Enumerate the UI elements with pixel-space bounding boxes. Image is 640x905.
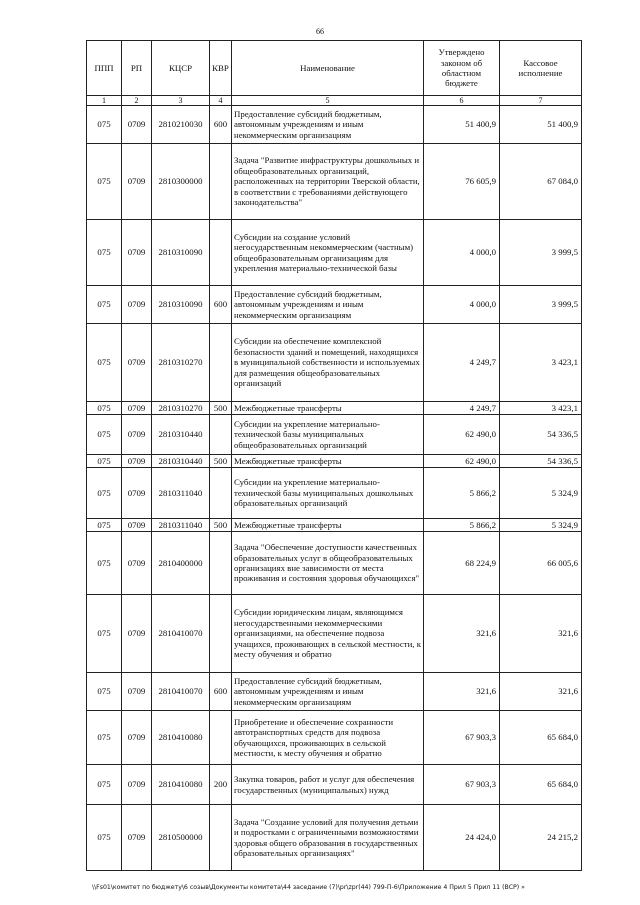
col-index: 7 xyxy=(500,96,582,106)
table-row xyxy=(87,765,582,805)
cell-kvr xyxy=(210,220,232,286)
cell-kvr: 600 xyxy=(210,286,232,324)
cell-rp: 0709 xyxy=(122,220,152,286)
cell-kvr: 600 xyxy=(210,673,232,711)
table-row xyxy=(87,595,582,673)
cell-approved: 67 903,3 xyxy=(424,765,500,805)
cell-executed: 3 423,1 xyxy=(500,324,582,402)
cell-executed: 321,6 xyxy=(500,595,582,673)
cell-kvr: 200 xyxy=(210,765,232,805)
cell-kcsr: 2810310270 xyxy=(152,402,210,415)
table-row xyxy=(87,455,582,468)
cell-ppp: 075 xyxy=(87,673,122,711)
cell-name: Субсидии на укрепление материально-технической базы муниципальных дошкольных образовательных организаций xyxy=(232,468,424,519)
cell-rp: 0709 xyxy=(122,468,152,519)
cell-rp: 0709 xyxy=(122,765,152,805)
cell-approved: 4 000,0 xyxy=(424,220,500,286)
cell-name: Предоставление субсидий бюджетным, автономным учреждениям и иным некоммерческим организациям xyxy=(232,106,424,144)
cell-rp: 0709 xyxy=(122,519,152,532)
cell-ppp: 075 xyxy=(87,595,122,673)
cell-approved: 5 866,2 xyxy=(424,519,500,532)
cell-kvr: 500 xyxy=(210,455,232,468)
cell-ppp: 075 xyxy=(87,286,122,324)
cell-ppp: 075 xyxy=(87,805,122,871)
table-row xyxy=(87,468,582,519)
col-header-kcsr: КЦСР xyxy=(152,41,210,96)
cell-approved: 4 249,7 xyxy=(424,402,500,415)
cell-kvr xyxy=(210,532,232,595)
cell-executed: 3 423,1 xyxy=(500,402,582,415)
cell-approved: 67 903,3 xyxy=(424,711,500,765)
cell-kvr xyxy=(210,468,232,519)
cell-ppp: 075 xyxy=(87,402,122,415)
table-row xyxy=(87,324,582,402)
table-row xyxy=(87,144,582,220)
col-header-kvr: КВР xyxy=(210,41,232,96)
cell-executed: 66 005,6 xyxy=(500,532,582,595)
cell-kcsr: 2810310440 xyxy=(152,415,210,455)
cell-kvr: 500 xyxy=(210,519,232,532)
cell-rp: 0709 xyxy=(122,673,152,711)
cell-kcsr: 2810300000 xyxy=(152,144,210,220)
cell-name: Предоставление субсидий бюджетным, автономным учреждениям и иным некоммерческим организациям xyxy=(232,286,424,324)
col-index: 5 xyxy=(232,96,424,106)
col-index: 4 xyxy=(210,96,232,106)
table-row xyxy=(87,673,582,711)
cell-kvr xyxy=(210,805,232,871)
cell-approved: 76 605,9 xyxy=(424,144,500,220)
cell-ppp: 075 xyxy=(87,324,122,402)
cell-name: Межбюджетные трансферты xyxy=(232,402,424,415)
header-row xyxy=(87,41,582,96)
cell-rp: 0709 xyxy=(122,286,152,324)
cell-executed: 54 336,5 xyxy=(500,455,582,468)
cell-kcsr: 2810500000 xyxy=(152,805,210,871)
table-row xyxy=(87,519,582,532)
cell-approved: 62 490,0 xyxy=(424,455,500,468)
cell-executed: 5 324,9 xyxy=(500,519,582,532)
cell-kcsr: 2810410080 xyxy=(152,711,210,765)
cell-rp: 0709 xyxy=(122,402,152,415)
cell-name: Задача "Обеспечение доступности качественных образовательных услуг в общеобразовательных организациях вне зависимости от места проживания и состояния здоровья обучающихся" xyxy=(232,532,424,595)
cell-name: Межбюджетные трансферты xyxy=(232,519,424,532)
cell-name: Субсидии на укрепление материально-технической базы муниципальных общеобразовательных организаций xyxy=(232,415,424,455)
table-row xyxy=(87,805,582,871)
cell-approved: 4 000,0 xyxy=(424,286,500,324)
cell-name: Задача "Создание условий для получения детьми и подростками с ограниченными возможностями здоровья общего образования в государственных образовательных организациях" xyxy=(232,805,424,871)
cell-executed: 51 400,9 xyxy=(500,106,582,144)
cell-ppp: 075 xyxy=(87,455,122,468)
cell-rp: 0709 xyxy=(122,595,152,673)
cell-ppp: 075 xyxy=(87,532,122,595)
cell-kcsr: 2810310440 xyxy=(152,455,210,468)
cell-rp: 0709 xyxy=(122,144,152,220)
cell-name: Субсидии на создание условий негосударственным некоммерческим (частным) общеобразовательным организациям для укрепления материально-технической базы xyxy=(232,220,424,286)
cell-executed: 321,6 xyxy=(500,673,582,711)
cell-ppp: 075 xyxy=(87,468,122,519)
cell-kvr xyxy=(210,324,232,402)
cell-kcsr: 2810410070 xyxy=(152,673,210,711)
cell-kvr: 500 xyxy=(210,402,232,415)
cell-kcsr: 2810310090 xyxy=(152,286,210,324)
cell-ppp: 075 xyxy=(87,106,122,144)
table-row xyxy=(87,220,582,286)
cell-rp: 0709 xyxy=(122,711,152,765)
col-header-executed: Кассовое исполнение xyxy=(500,41,582,96)
cell-approved: 321,6 xyxy=(424,673,500,711)
cell-executed: 3 999,5 xyxy=(500,286,582,324)
cell-approved: 4 249,7 xyxy=(424,324,500,402)
col-index: 6 xyxy=(424,96,500,106)
cell-name: Приобретение и обеспечение сохранности автотранспортных средств для подвоза обучающихся, проживающих в сельской местности, к месту обучения и обратно xyxy=(232,711,424,765)
cell-approved: 51 400,9 xyxy=(424,106,500,144)
cell-executed: 67 084,0 xyxy=(500,144,582,220)
cell-ppp: 075 xyxy=(87,711,122,765)
cell-approved: 68 224,9 xyxy=(424,532,500,595)
table-row xyxy=(87,711,582,765)
col-index: 2 xyxy=(122,96,152,106)
table-row xyxy=(87,286,582,324)
table-row xyxy=(87,402,582,415)
col-index: 3 xyxy=(152,96,210,106)
cell-name: Задача "Развитие инфраструктуры дошкольных и общеобразовательных организаций, расположенных на территории Тверской области, в соответствии с требованиями действующего законодательства" xyxy=(232,144,424,220)
cell-name: Субсидии на обеспечение комплексной безопасности зданий и помещений, находящихся в муниципальной собственности и используемых для размещения общеобразовательных организаций xyxy=(232,324,424,402)
col-header-approved: Утверждено законом об областном бюджете xyxy=(424,41,500,96)
cell-kcsr: 2810311040 xyxy=(152,468,210,519)
cell-rp: 0709 xyxy=(122,532,152,595)
cell-kcsr: 2810410070 xyxy=(152,595,210,673)
col-header-name: Наименование xyxy=(232,41,424,96)
cell-kvr: 600 xyxy=(210,106,232,144)
cell-kcsr: 2810210030 xyxy=(152,106,210,144)
table-row xyxy=(87,532,582,595)
cell-kcsr: 2810410080 xyxy=(152,765,210,805)
cell-ppp: 075 xyxy=(87,519,122,532)
cell-kcsr: 2810310090 xyxy=(152,220,210,286)
cell-executed: 24 215,2 xyxy=(500,805,582,871)
column-index-row xyxy=(87,96,582,106)
cell-rp: 0709 xyxy=(122,324,152,402)
cell-ppp: 075 xyxy=(87,765,122,805)
cell-name: Межбюджетные трансферты xyxy=(232,455,424,468)
cell-ppp: 075 xyxy=(87,415,122,455)
cell-rp: 0709 xyxy=(122,106,152,144)
cell-name: Закупка товаров, работ и услуг для обеспечения государственных (муниципальных) нужд xyxy=(232,765,424,805)
cell-ppp: 075 xyxy=(87,144,122,220)
cell-executed: 65 684,0 xyxy=(500,711,582,765)
cell-ppp: 075 xyxy=(87,220,122,286)
cell-kcsr: 2810311040 xyxy=(152,519,210,532)
cell-kcsr: 2810310270 xyxy=(152,324,210,402)
cell-executed: 65 684,0 xyxy=(500,765,582,805)
cell-approved: 321,6 xyxy=(424,595,500,673)
cell-kvr xyxy=(210,711,232,765)
table-row xyxy=(87,415,582,455)
col-header-ppp: ППП xyxy=(87,41,122,96)
table-row xyxy=(87,106,582,144)
cell-kcsr: 2810400000 xyxy=(152,532,210,595)
col-header-rp: РП xyxy=(122,41,152,96)
page-number: 66 xyxy=(316,27,324,36)
cell-executed: 3 999,5 xyxy=(500,220,582,286)
budget-table xyxy=(86,40,582,871)
cell-name: Предоставление субсидий бюджетным, автономным учреждениям и иным некоммерческим организациям xyxy=(232,673,424,711)
cell-rp: 0709 xyxy=(122,805,152,871)
cell-kvr xyxy=(210,144,232,220)
footer-file-path: \\Fs01\комитет по бюджету\6 созыв\Документы комитета\44 заседание (7)\pr\zpr(44) 799-П-6\Приложение 4 Прил 5 Прил 11 (ВСР) » xyxy=(92,884,525,891)
cell-executed: 5 324,9 xyxy=(500,468,582,519)
cell-rp: 0709 xyxy=(122,455,152,468)
col-index: 1 xyxy=(87,96,122,106)
cell-kvr xyxy=(210,595,232,673)
cell-kvr xyxy=(210,415,232,455)
cell-approved: 62 490,0 xyxy=(424,415,500,455)
cell-name: Субсидии юридическим лицам, являющимся негосударственными некоммерческими организациями, на обеспечение подвоза учащихся, проживающих в сельской местности, к месту обучения и обратно xyxy=(232,595,424,673)
cell-rp: 0709 xyxy=(122,415,152,455)
cell-approved: 5 866,2 xyxy=(424,468,500,519)
cell-approved: 24 424,0 xyxy=(424,805,500,871)
cell-executed: 54 336,5 xyxy=(500,415,582,455)
